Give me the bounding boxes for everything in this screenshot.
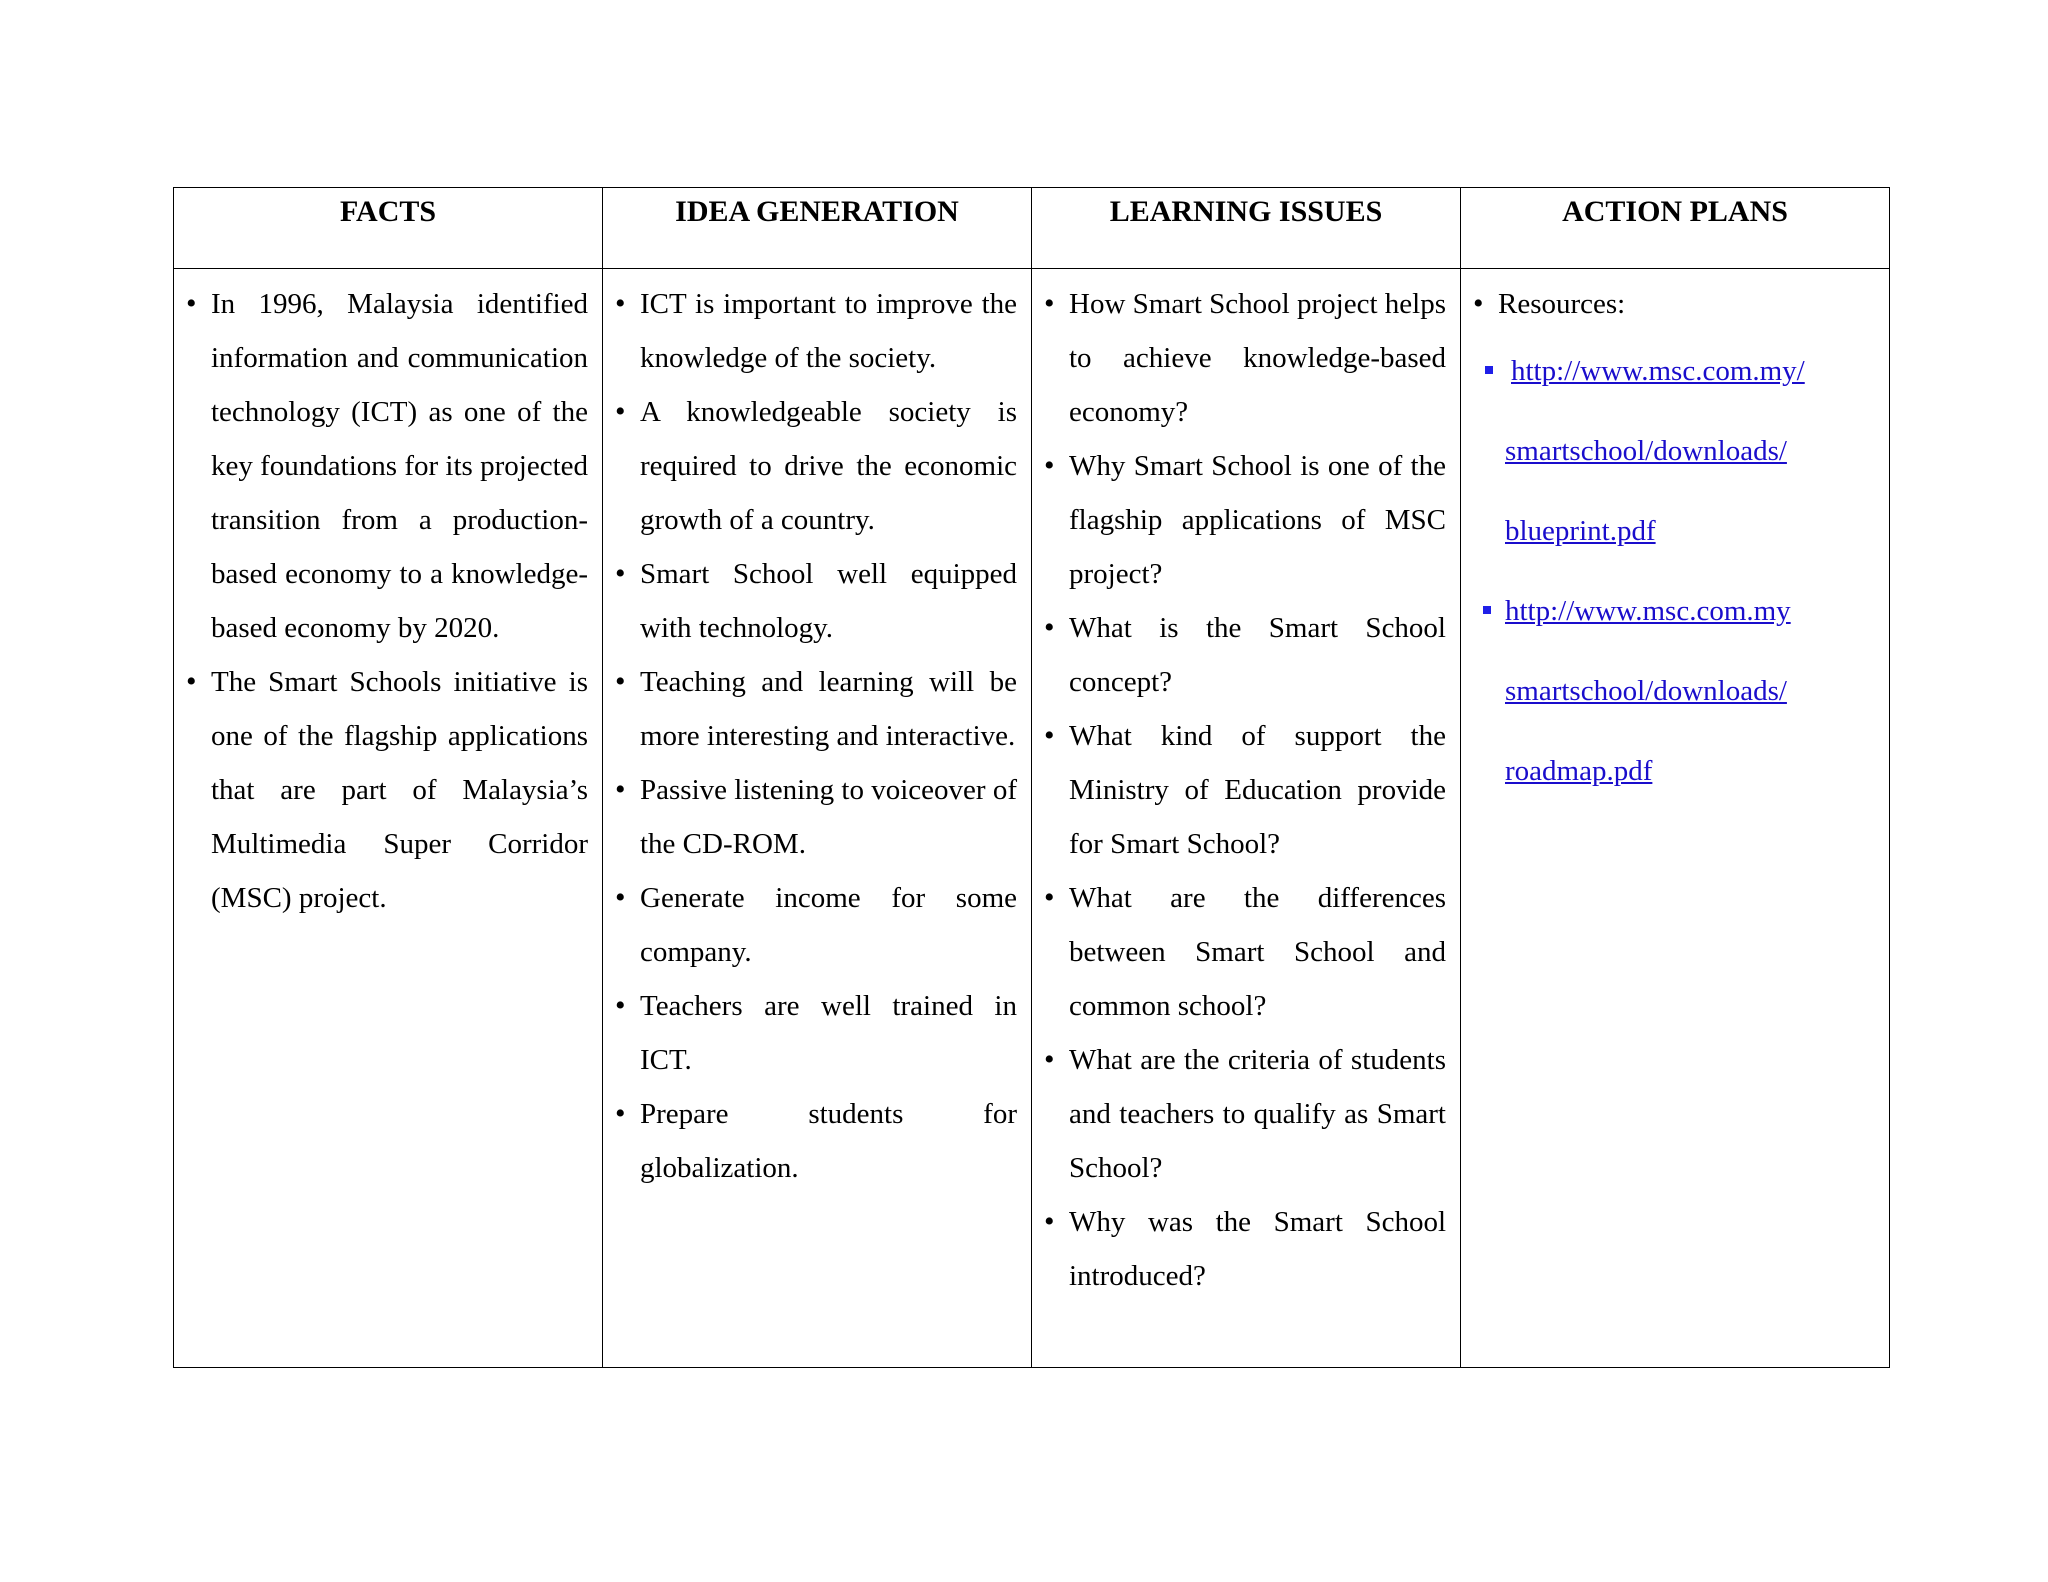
list-item: • Why Smart School is one of the flagship applications of MSC project? (1044, 439, 1446, 601)
blueprint-link-line-3[interactable]: blueprint.pdf (1505, 515, 1656, 547)
list-item: • Generate income for some company. (615, 871, 1017, 979)
list-item: • How Smart School project helps to achieve knowledge-based economy? (1044, 277, 1446, 439)
list-item: • In 1996, Malaysia identified information and communication technology (ICT) as one of the key foundations for its projected transition from a production-based economy to a knowledge-based economy by 2020. (186, 277, 588, 655)
list-item: • What kind of support the Ministry of Education provide for Smart School? (1044, 709, 1446, 871)
square-bullet-icon (1483, 606, 1491, 614)
roadmap-link-line-1[interactable]: http://www.msc.com.my (1505, 595, 1791, 627)
list-item: • What are the criteria of students and teachers to qualify as Smart School? (1044, 1033, 1446, 1195)
list-item: • What are the differences between Smart School and common school? (1044, 871, 1446, 1033)
resources-label: • Resources: (1473, 277, 1875, 331)
facts-list (186, 277, 588, 925)
list-item: • Why was the Smart School introduced? (1044, 1195, 1446, 1303)
ideas-list (615, 277, 1017, 1195)
list-item: • Passive listening to voiceover of the CD-ROM. (615, 763, 1017, 871)
list-item: • What is the Smart School concept? (1044, 601, 1446, 709)
resource-item-blueprint (1473, 331, 1875, 571)
pbl-table (173, 187, 1890, 1368)
roadmap-link-line-3[interactable]: roadmap.pdf (1505, 755, 1653, 787)
roadmap-link-line-2[interactable]: smartschool/downloads/ (1505, 675, 1787, 707)
issues-list (1044, 277, 1446, 1303)
facts-cell (174, 269, 603, 1368)
list-item: • Prepare students for globalization. (615, 1087, 1017, 1195)
header-facts: FACTS (174, 188, 603, 269)
header-row (174, 188, 1890, 269)
list-item: • ICT is important to improve the knowledge of the society. (615, 277, 1017, 385)
resource-item-roadmap (1473, 571, 1875, 811)
resource-links (1473, 331, 1875, 811)
list-item: • A knowledgeable society is required to drive the economic growth of a country. (615, 385, 1017, 547)
action-list (1473, 277, 1875, 331)
square-bullet-icon (1485, 366, 1493, 374)
action-plans-cell (1461, 269, 1890, 1368)
list-item: • The Smart Schools initiative is one of the flagship applications that are part of Malaysia’s Multimedia Super Corridor (MSC) project. (186, 655, 588, 925)
list-item: • Smart School well equipped with technology. (615, 547, 1017, 655)
ideas-cell (603, 269, 1032, 1368)
blueprint-link-line-1[interactable]: http://www.msc.com.my/ (1511, 355, 1805, 387)
issues-cell (1032, 269, 1461, 1368)
header-action-plans: ACTION PLANS (1461, 188, 1890, 269)
list-item: • Teaching and learning will be more interesting and interactive. (615, 655, 1017, 763)
header-idea-generation: IDEA GENERATION (603, 188, 1032, 269)
list-item: • Teachers are well trained in ICT. (615, 979, 1017, 1087)
content-row (174, 269, 1890, 1368)
blueprint-link-line-2[interactable]: smartschool/downloads/ (1505, 435, 1787, 467)
header-learning-issues: LEARNING ISSUES (1032, 188, 1461, 269)
